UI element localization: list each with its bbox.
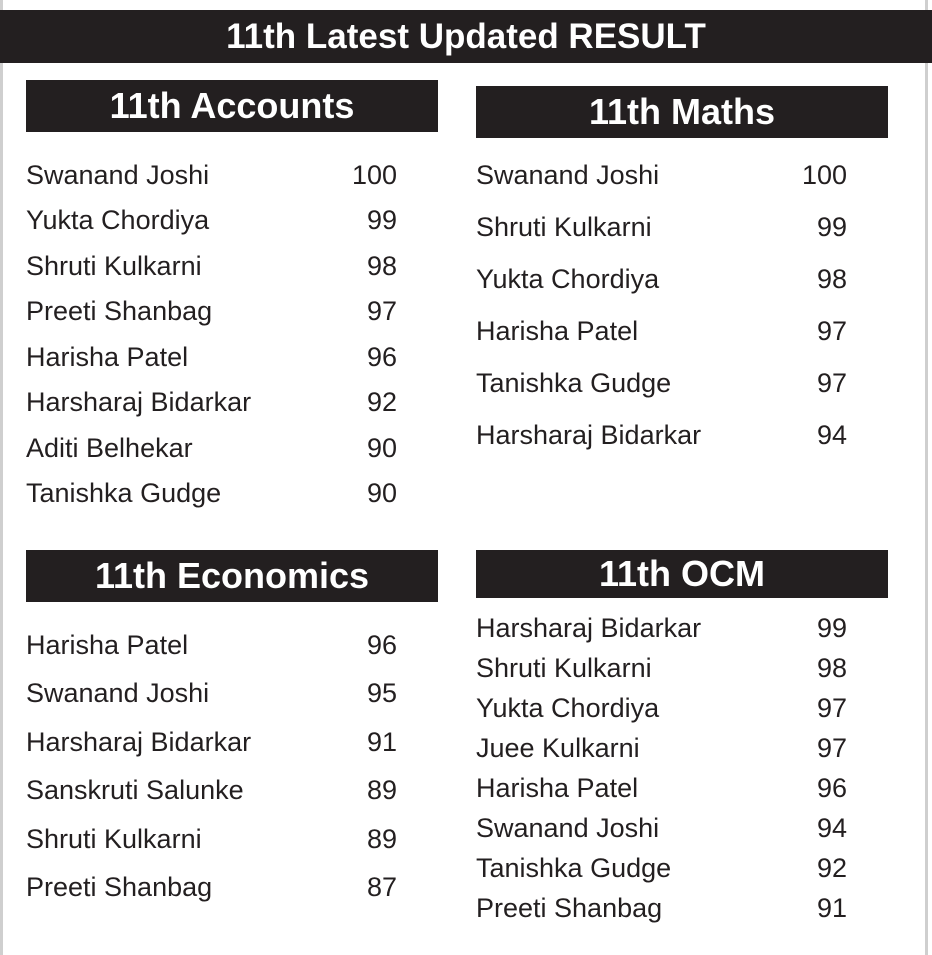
maths-heading: 11th Maths xyxy=(476,86,888,138)
student-name: Aditi Belhekar xyxy=(26,433,193,463)
student-score: 91 xyxy=(366,727,397,757)
student-name: Shruti Kulkarni xyxy=(26,824,202,854)
student-name: Yukta Chordiya xyxy=(476,264,660,294)
student-score: 96 xyxy=(366,342,397,372)
student-name: Tanishka Gudge xyxy=(476,853,672,883)
student-score: 94 xyxy=(816,813,847,843)
student-name: Yukta Chordiya xyxy=(26,205,210,235)
student-name: Swanand Joshi xyxy=(26,678,210,708)
student-name: Harisha Patel xyxy=(26,342,189,372)
student-score: 99 xyxy=(816,613,847,643)
student-name: Tanishka Gudge xyxy=(26,478,222,508)
student-score: 92 xyxy=(366,387,397,417)
page-title: 11th Latest Updated RESULT xyxy=(0,10,932,63)
ocm-section xyxy=(476,550,888,930)
page-border-right xyxy=(925,0,928,955)
student-name: Harsharaj Bidarkar xyxy=(26,727,252,757)
student-score: 97 xyxy=(816,693,847,723)
student-score: 91 xyxy=(816,893,847,923)
student-score: 100 xyxy=(801,160,847,190)
economics-heading: 11th Economics xyxy=(26,550,438,602)
student-name: Harsharaj Bidarkar xyxy=(476,420,702,450)
student-name: Shruti Kulkarni xyxy=(476,212,652,242)
student-score: 97 xyxy=(816,368,847,398)
accounts-section xyxy=(26,80,438,520)
student-score: 96 xyxy=(816,773,847,803)
student-score: 95 xyxy=(366,678,397,708)
student-score: 89 xyxy=(366,775,397,805)
student-score: 96 xyxy=(366,630,397,660)
student-name: Swanand Joshi xyxy=(26,160,210,190)
student-name: Sanskruti Salunke xyxy=(26,775,244,805)
student-score: 97 xyxy=(816,733,847,763)
student-score: 99 xyxy=(816,212,847,242)
student-score: 98 xyxy=(816,264,847,294)
student-score: 97 xyxy=(366,296,397,326)
student-name: Preeti Shanbag xyxy=(476,893,663,923)
student-name: Swanand Joshi xyxy=(476,813,660,843)
student-score: 97 xyxy=(816,316,847,346)
student-name: Harsharaj Bidarkar xyxy=(476,613,702,643)
student-name: Tanishka Gudge xyxy=(476,368,672,398)
student-name: Preeti Shanbag xyxy=(26,872,213,902)
student-score: 90 xyxy=(366,478,397,508)
student-name: Harisha Patel xyxy=(476,316,639,346)
page-border-left xyxy=(0,0,3,955)
student-score: 98 xyxy=(816,653,847,683)
student-name: Swanand Joshi xyxy=(476,160,660,190)
student-score: 100 xyxy=(351,160,397,190)
student-name: Yukta Chordiya xyxy=(476,693,660,723)
student-name: Preeti Shanbag xyxy=(26,296,213,326)
maths-section xyxy=(476,86,888,456)
student-score: 99 xyxy=(366,205,397,235)
student-score: 87 xyxy=(366,872,397,902)
student-name: Shruti Kulkarni xyxy=(476,653,652,683)
student-name: Harisha Patel xyxy=(26,630,189,660)
student-name: Shruti Kulkarni xyxy=(26,251,202,281)
student-score: 90 xyxy=(366,433,397,463)
student-score: 92 xyxy=(816,853,847,883)
student-name: Harsharaj Bidarkar xyxy=(26,387,252,417)
ocm-heading: 11th OCM xyxy=(476,550,888,598)
student-score: 89 xyxy=(366,824,397,854)
student-score: 94 xyxy=(816,420,847,450)
student-name: Juee Kulkarni xyxy=(476,733,640,763)
economics-section xyxy=(26,550,438,910)
student-score: 98 xyxy=(366,251,397,281)
student-name: Harisha Patel xyxy=(476,773,639,803)
accounts-heading: 11th Accounts xyxy=(26,80,438,132)
